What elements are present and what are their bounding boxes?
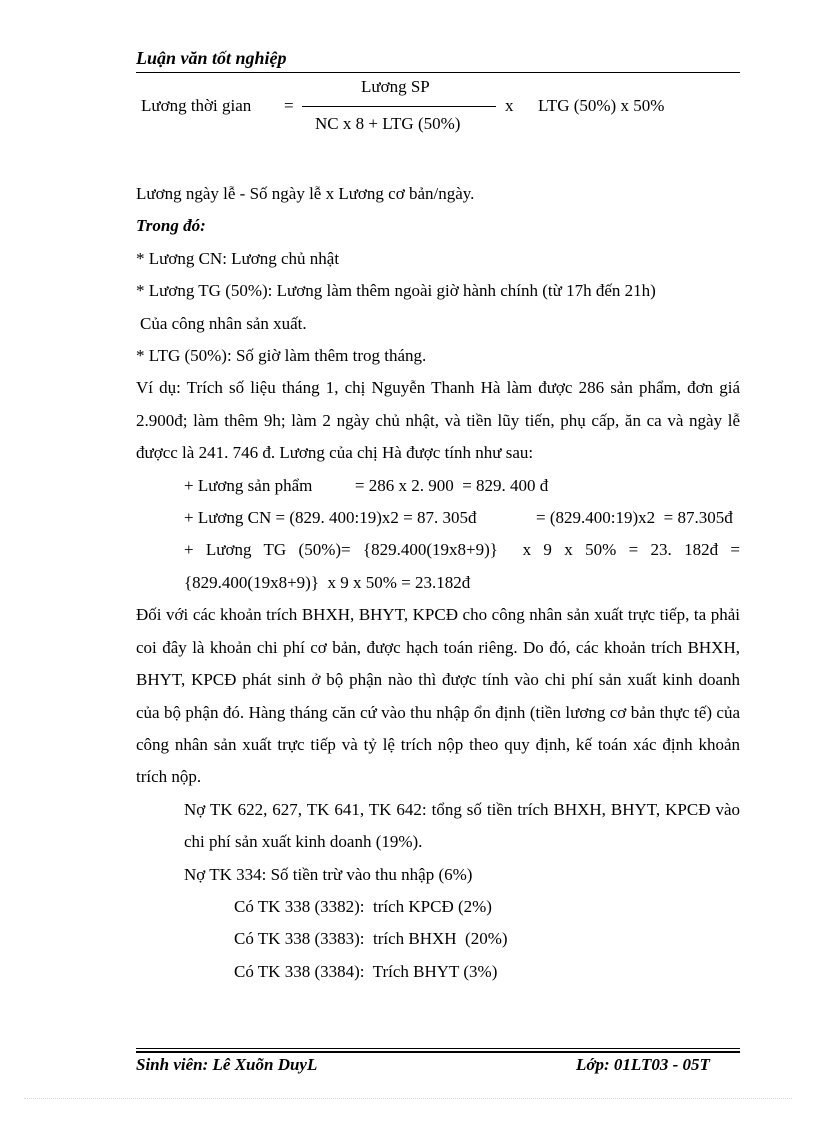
entry-credit-3383: Có TK 338 (3383): trích BHXH (20%) <box>234 929 508 949</box>
running-header-title: Luận văn tốt nghiệp <box>136 48 287 68</box>
formula-equals: = <box>284 96 294 115</box>
formula-denominator: NC x 8 + LTG (50%) <box>315 114 461 133</box>
footer-student: Sinh viên: Lê Xuõn DuyL <box>136 1055 318 1074</box>
paragraph-example: Ví dụ: Trích số liệu tháng 1, chị Nguyễn Thanh Hà làm được 286 sản phẩm, đơn giá 2.900đ; làm thêm 9h; làm 2 ngày chủ nhật, và tiền lũy tiến, phụ cấp, ăn ca và ngày lễ đượcc là 241. 746 đ. Lương của chị Hà được tính như sau: <box>136 378 740 463</box>
definition-overtime-hours: * LTG (50%): Số giờ làm thêm trog tháng. <box>136 346 427 366</box>
calc-product-pay: + Lương sản phẩm = 286 x 2. 900 = 829. 400 đ <box>184 475 549 495</box>
salary-formula <box>0 0 816 140</box>
page-bottom-dotted-border <box>24 1098 792 1099</box>
calc-sunday-pay: + Lương CN = (829. 400:19)x2 = 87. 305đ = (829.400:19)x2 = 87.305đ <box>184 508 733 528</box>
definition-overtime-pay-cont: Của công nhân sản xuất. <box>140 313 307 333</box>
entry-debit-expense: Nợ TK 622, 627, TK 641, TK 642: tổng số tiền trích BHXH, BHYT, KPCĐ vào chi phí sản xuất kinh doanh (19%). <box>184 799 740 852</box>
definition-sunday-pay: * Lương CN: Lương chủ nhật <box>136 248 340 268</box>
paragraph-insurance: Đối với các khoản trích BHXH, BHYT, KPCĐ cho công nhân sản xuất trực tiếp, ta phải coi đây là khoản chi phí cơ bản, được hạch toán riêng. Do đó, các khoản trích BHXH, BHYT, KPCĐ phát sinh ở bộ phận nào thì được tính vào chi phí sản xuất kinh doanh của bộ phận đó. Hàng tháng căn cứ vào thu nhập ổn định (tiền lương cơ bản thực tế) của công nhân sản xuất trực tiếp và tỷ lệ trích nộp theo quy định, kế toán xác định khoản trích nộp. <box>136 605 740 787</box>
definition-overtime-pay: * Lương TG (50%): Lương làm thêm ngoài giờ hành chính (từ 17h đến 21h) <box>136 281 656 301</box>
fraction-bar <box>302 106 496 107</box>
entry-credit-3382: Có TK 338 (3382): trích KPCĐ (2%) <box>234 896 492 916</box>
formula-numerator: Lương SP <box>361 77 430 96</box>
footer-class: Lớp: 01LT03 - 05T <box>576 1055 710 1074</box>
entry-debit-334: Nợ TK 334: Số tiền trừ vào thu nhập (6%) <box>184 864 473 884</box>
footer-rule-thin <box>136 1048 740 1049</box>
formula-times: x <box>505 96 514 115</box>
formula-rhs: LTG (50%) x 50% <box>538 96 665 115</box>
footer-rule-thick <box>136 1051 740 1053</box>
document-body <box>136 178 745 988</box>
paragraph-holiday-pay: Lương ngày lễ - Số ngày lễ x Lương cơ bản/ngày. <box>136 184 475 203</box>
section-label-where: Trong đó: <box>136 216 206 236</box>
formula-lhs: Lương thời gian <box>141 96 252 115</box>
entry-credit-3384: Có TK 338 (3384): Trích BHYT (3%) <box>234 961 498 981</box>
calc-overtime-pay: + Lương TG (50%)= {829.400(19x8+9)} x 9 x 50% = 23. 182đ = {829.400(19x8+9)} x 9 x 50% = 23.182đ <box>184 540 745 592</box>
